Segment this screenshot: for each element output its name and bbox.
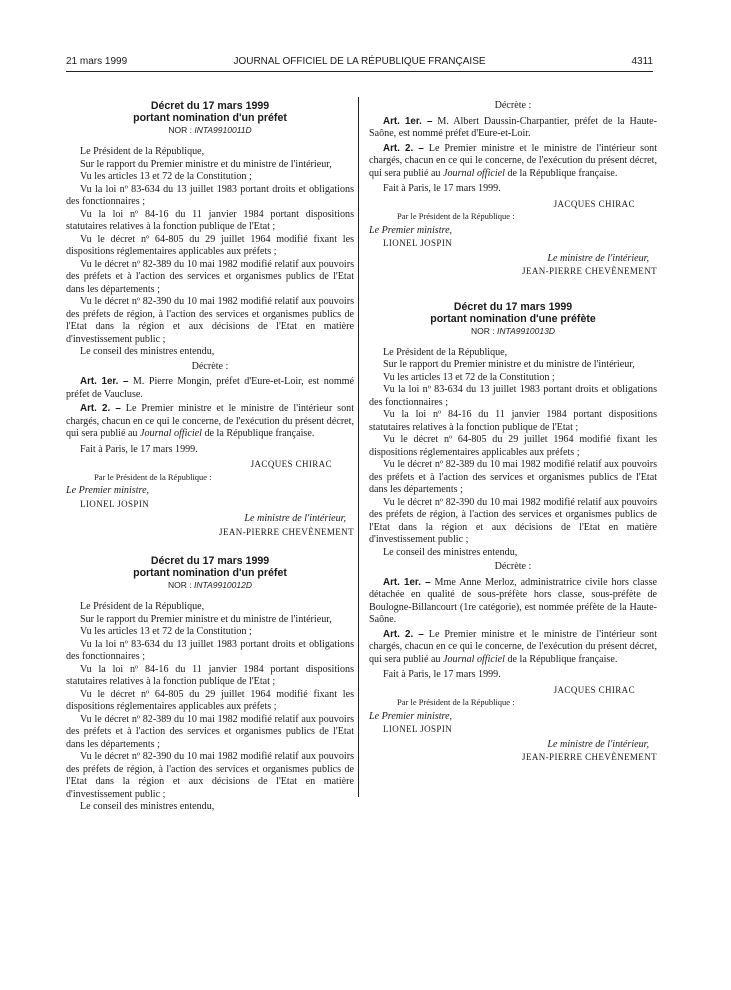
signature-president: JACQUES CHIRAC (553, 198, 635, 209)
nor-code: INTA9910012D (194, 580, 252, 590)
decree-3-subtitle: portant nomination d'une préfète (430, 312, 596, 325)
visa-line: Vu la loi nº 84-16 du 11 janvier 1984 portant dispositions statutaires relatives à la fonction publique de l'Etat ; (369, 409, 657, 433)
article-1 (369, 116, 657, 141)
journal-officiel-ref: Journal officiel (443, 653, 505, 665)
running-header (66, 56, 653, 70)
nor-code: INTA9910013D (497, 325, 555, 336)
decree-2-nor (66, 580, 354, 591)
premier-ministre-label: Le Premier ministre, (66, 485, 150, 496)
signature-ministre-interieur: JEAN-PIERRE CHEVÈNEMENT (522, 266, 657, 276)
article-text-end: de la République française. (204, 428, 315, 439)
article-label: Art. 2. – (80, 403, 121, 414)
visa-line: Vu les articles 13 et 72 de la Constitution ; (80, 171, 252, 182)
fait-a-paris: Fait à Paris, le 17 mars 1999. (383, 183, 501, 194)
visa-line: Le Président de la République, (80, 146, 205, 157)
article-label: Art. 1er. – (383, 115, 433, 127)
decree-1-nor (66, 125, 354, 136)
journal-officiel-ref: Journal officiel (443, 167, 505, 179)
visa-line: Le Président de la République, (383, 346, 508, 358)
article-text: Le Premier ministre et le ministre de l'intérieur sont chargés, chacun en ce qui le concerne, de l'exécution du présent décret, qui sera publié au (66, 403, 355, 439)
visa-line: Vu la loi nº 84-16 du 11 janvier 1984 portant dispositions statutaires relatives à la fonction publique de l'Etat ; (66, 208, 354, 232)
decree-1 (66, 100, 354, 538)
visa-line: Vu le décret nº 64-805 du 29 juillet 1964 modifié fixant les dispositions réglementaires applicables aux préfets ; (369, 434, 657, 458)
signature-premier-ministre: LIONEL JOSPIN (383, 238, 453, 248)
visa-line: Vu le décret nº 82-389 du 10 mai 1982 modifié relatif aux pouvoirs des préfets et à l'action des services et organismes publics de l'Etat dans les départements ; (369, 459, 657, 495)
visa-line: Vu la loi nº 83-634 du 13 juillet 1983 portant droits et obligations des fonctionnaires ; (369, 384, 657, 408)
premier-ministre-label: Le Premier ministre, (369, 710, 453, 722)
visa-line: Le conseil des ministres entendu, (80, 801, 215, 812)
ministre-interieur-label: Le ministre de l'intérieur, (244, 513, 346, 524)
article-text-end: de la République française. (507, 653, 618, 665)
visa-line: Vu les articles 13 et 72 de la Constitution ; (80, 626, 252, 637)
article-2 (369, 629, 657, 667)
article-2 (66, 403, 354, 441)
article-label: Art. 2. – (383, 142, 424, 154)
decree-2 (66, 555, 354, 814)
signature-premier-ministre: LIONEL JOSPIN (80, 498, 150, 509)
article-label: Art. 2. – (383, 628, 424, 640)
signature-ministre-interieur: JEAN-PIERRE CHEVÈNEMENT (522, 752, 657, 762)
right-column (369, 100, 657, 764)
article-text: M. Albert Daussin-Charpantier, préfet de la Haute-Saône, est nommé préfet d'Eure-et-Loir. (369, 115, 658, 139)
signature-premier-ministre: LIONEL JOSPIN (383, 724, 453, 734)
decree-2-subtitle: portant nomination d'un préfet (133, 567, 287, 579)
article-text: Le Premier ministre et le ministre de l'intérieur sont chargés, chacun en ce qui le concerne, de l'exécution du présent décret, qui sera publié au (369, 628, 658, 665)
signature-ministre-interieur: JEAN-PIERRE CHEVÈNEMENT (219, 526, 354, 537)
visa-line: Sur le rapport du Premier ministre et du ministre de l'intérieur, (80, 613, 332, 625)
journal-officiel-ref: Journal officiel (140, 428, 202, 439)
ministre-interieur-label: Le ministre de l'intérieur, (547, 738, 649, 750)
article-text: M. Pierre Mongin, préfet d'Eure-et-Loir, est nommé préfet de Vaucluse. (66, 376, 354, 400)
decrete-label: Décrète : (494, 100, 532, 111)
article-2 (369, 143, 657, 181)
decree-3 (369, 301, 657, 764)
visa-line: Vu le décret nº 64-805 du 29 juillet 1964 modifié fixant les dispositions réglementaires applicables aux préfets ; (66, 688, 354, 712)
visa-line: Vu le décret nº 82-389 du 10 mai 1982 modifié relatif aux pouvoirs des préfets et à l'action des services et organismes publics de l'Etat dans les départements ; (66, 258, 354, 295)
visa-line: Vu la loi nº 84-16 du 11 janvier 1984 portant dispositions statutaires relatives à la fonction publique de l'Etat ; (66, 663, 354, 687)
visa-line: Le conseil des ministres entendu, (80, 346, 215, 357)
header-journal-title: JOURNAL OFFICIEL DE LA RÉPUBLIQUE FRANÇAISE (233, 56, 486, 67)
decrete-label: Décrète : (494, 561, 532, 572)
column-divider (358, 97, 359, 797)
article-1 (66, 376, 354, 401)
header-date: 21 mars 1999 (66, 56, 128, 67)
signature-president: JACQUES CHIRAC (250, 459, 332, 469)
par-le-president: Par le Président de la République : (397, 697, 515, 707)
visa-line: Vu la loi nº 83-634 du 13 juillet 1983 portant droits et obligations des fonctionnaires ; (66, 183, 354, 207)
decree-2-title: Décret du 17 mars 1999 (150, 555, 270, 567)
visa-line: Le Président de la République, (80, 601, 205, 612)
visa-line: Vu le décret nº 82-389 du 10 mai 1982 modifié relatif aux pouvoirs des préfets et à l'action des services et organismes publics de l'Etat dans les départements ; (66, 713, 354, 750)
visa-line: Vu le décret nº 64-805 du 29 juillet 1964 modifié fixant les dispositions réglementaires applicables aux préfets ; (66, 233, 354, 257)
visa-line: Le conseil des ministres entendu, (383, 546, 518, 558)
premier-ministre-label: Le Premier ministre, (369, 224, 453, 236)
par-le-president: Par le Président de la République : (94, 471, 212, 482)
fait-a-paris: Fait à Paris, le 17 mars 1999. (80, 443, 198, 455)
visa-line: Sur le rapport du Premier ministre et du ministre de l'intérieur, (383, 359, 635, 370)
article-label: Art. 1er. – (80, 376, 129, 387)
article-1 (369, 577, 657, 627)
article-label: Art. 1er. – (383, 576, 431, 588)
nor-code: INTA9910011D (194, 125, 252, 135)
decree-1-subtitle: portant nomination d'un préfet (133, 112, 287, 124)
article-text-end: de la République française. (507, 167, 618, 179)
article-text: Mme Anne Merloz, administratrice civile hors classe détachée en qualité de sous-préfète hors classe, sous-préfète de Boulogne-Billancourt (1re catégorie), est nommée préfète de la Haute-Saône. (369, 576, 657, 625)
visa-line: Vu le décret nº 82-390 du 10 mai 1982 modifié relatif aux pouvoirs des préfets de région, à l'action des services et organismes publics de l'Etat dans la région et aux décisions de l'Etat en matière d'investissement public ; (369, 496, 657, 545)
decrete-label: Décrète : (191, 360, 229, 372)
nor-label: NOR : (168, 125, 192, 135)
par-le-president: Par le Président de la République : (397, 211, 515, 221)
visa-line: Vu la loi nº 83-634 du 13 juillet 1983 portant droits et obligations des fonctionnaires ; (66, 638, 354, 662)
decree-1-title: Décret du 17 mars 1999 (150, 100, 270, 112)
visa-line: Sur le rapport du Premier ministre et du ministre de l'intérieur, (80, 158, 332, 170)
signature-president: JACQUES CHIRAC (553, 684, 635, 695)
left-column (66, 100, 354, 814)
nor-label: NOR : (471, 325, 495, 336)
header-rule (66, 71, 653, 72)
visa-line: Vu les articles 13 et 72 de la Constitution ; (383, 371, 555, 383)
ministre-interieur-label: Le ministre de l'intérieur, (547, 252, 649, 264)
header-page-number: 4311 (631, 56, 653, 67)
decree-3-title: Décret du 17 mars 1999 (453, 300, 573, 313)
visa-line: Vu le décret nº 82-390 du 10 mai 1982 modifié relatif aux pouvoirs des préfets de région, à l'action des services et organismes publics de l'Etat dans la région et aux décisions de l'Etat en matière d'investissement public ; (66, 296, 354, 345)
fait-a-paris: Fait à Paris, le 17 mars 1999. (383, 669, 501, 680)
nor-label: NOR : (168, 580, 192, 590)
decree-2-continued (369, 100, 657, 278)
article-text: Le Premier ministre et le ministre de l'intérieur sont chargés, chacun en ce qui le concerne, de l'exécution du présent décret, qui sera publié au (369, 142, 658, 179)
decree-3-nor (369, 326, 657, 337)
visa-line: Vu le décret nº 82-390 du 10 mai 1982 modifié relatif aux pouvoirs des préfets de région, à l'action des services et organismes publics de l'Etat dans la région et aux décisions de l'Etat en matière d'investissement public ; (66, 751, 354, 800)
